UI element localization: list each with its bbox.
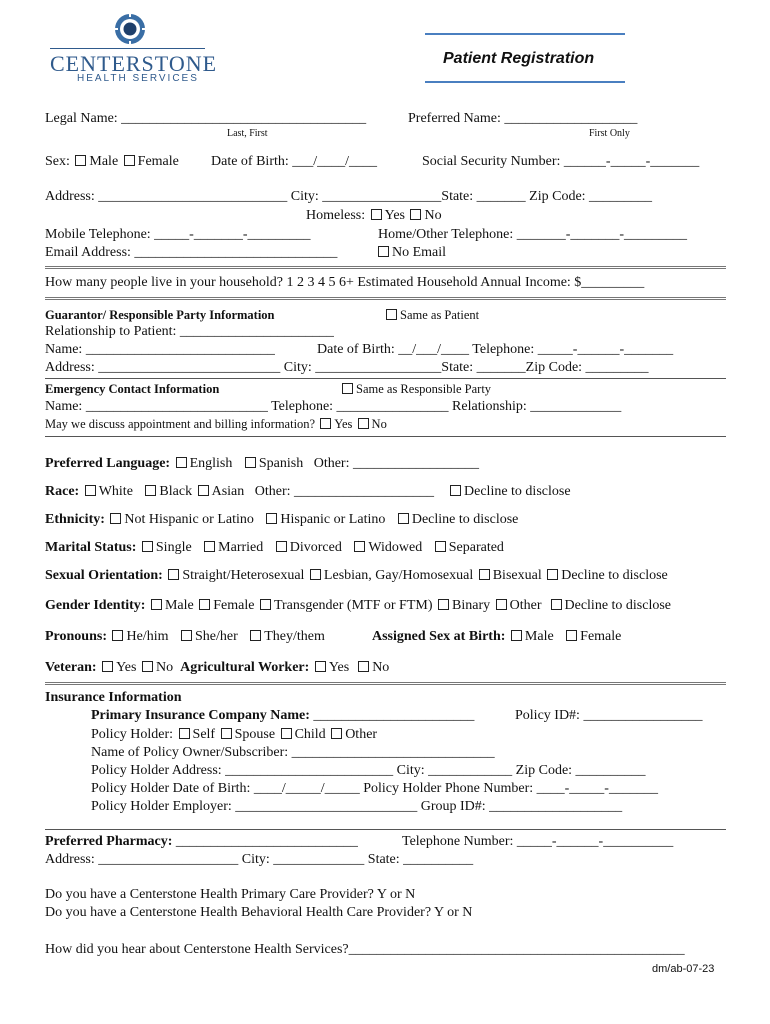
holder-address-field[interactable]: Policy Holder Address: ________________________ City: ____________ Zip Code: __________ <box>91 763 646 778</box>
binary-label: Binary <box>452 598 491 613</box>
no-label: No <box>372 660 390 675</box>
decline-label: Decline to disclose <box>564 598 672 613</box>
ethnicity-decline-checkbox[interactable] <box>398 513 409 524</box>
hispanic-label: Hispanic or Latino <box>280 512 386 527</box>
agri-yes-checkbox[interactable] <box>315 661 326 672</box>
relationship-field[interactable]: Relationship to Patient: ______________________ <box>45 324 334 339</box>
pharmacy-address-field[interactable]: Address: ____________________ City: _____________ State: __________ <box>45 852 474 867</box>
race-other-field[interactable]: Other: ____________________ <box>254 484 435 499</box>
behavioral-health-question[interactable]: Do you have a Centerstone Health Behavioral Health Care Provider? Y or N <box>45 905 473 920</box>
last-first-hint: Last, First <box>227 128 268 139</box>
agri-no-checkbox[interactable] <box>358 661 369 672</box>
agricultural-worker-label: Agricultural Worker: <box>180 660 310 675</box>
first-only-hint: First Only <box>589 128 630 139</box>
policy-holder-label: Policy Holder: <box>91 727 174 742</box>
spanish-label: Spanish <box>258 456 304 471</box>
single-checkbox[interactable] <box>142 541 153 552</box>
hear-about-question[interactable]: How did you hear about Centerstone Health Services?________________________________________________ <box>45 942 685 957</box>
yes-label: Yes <box>384 208 405 223</box>
gender-female-checkbox[interactable] <box>199 599 210 610</box>
policy-id-field[interactable]: Policy ID#: _________________ <box>515 708 703 723</box>
spanish-checkbox[interactable] <box>245 457 256 468</box>
yes-label: Yes <box>334 417 353 431</box>
logo-emblem-icon <box>113 12 147 46</box>
holder-dob-phone-field[interactable]: Policy Holder Date of Birth: ____/_____/_____ Policy Holder Phone Number: ____-_____-_______ <box>91 781 658 796</box>
primary-insurance-field[interactable]: _______________________ <box>313 708 475 723</box>
hispanic-checkbox[interactable] <box>266 513 277 524</box>
assigned-sex-label: Assigned Sex at Birth: <box>372 629 506 644</box>
veteran-yes-checkbox[interactable] <box>102 661 113 672</box>
female-label: Female <box>137 154 179 169</box>
male-checkbox[interactable] <box>75 155 86 166</box>
lesbian-gay-checkbox[interactable] <box>310 569 321 580</box>
assigned-male-checkbox[interactable] <box>511 630 522 641</box>
decline-label: Decline to disclose <box>464 484 571 499</box>
no-label: No <box>155 660 174 675</box>
race-label: Race: <box>45 484 80 499</box>
theythem-checkbox[interactable] <box>250 630 261 641</box>
language-other-field[interactable]: Other: __________________ <box>313 456 479 471</box>
no-email-label: No Email <box>392 245 447 260</box>
male-label: Male <box>524 629 554 644</box>
primary-care-question[interactable]: Do you have a Centerstone Health Primary Care Provider? Y or N <box>45 887 416 902</box>
gender-decline-checkbox[interactable] <box>551 599 562 610</box>
email-field[interactable]: Email Address: _____________________________ <box>45 245 338 260</box>
male-label: Male <box>89 154 119 169</box>
other-label: Other <box>345 727 378 742</box>
hehim-checkbox[interactable] <box>112 630 123 641</box>
guarantor-name-field[interactable]: Name: ___________________________ <box>45 342 275 357</box>
self-label: Self <box>192 727 216 742</box>
logo-subtitle: HEALTH SERVICES <box>77 73 199 84</box>
emergency-section-title: Emergency Contact Information <box>45 382 220 396</box>
english-checkbox[interactable] <box>176 457 187 468</box>
same-as-responsible-label: Same as Responsible Party <box>356 382 492 396</box>
female-label: Female <box>580 629 622 644</box>
black-label: Black <box>159 484 193 499</box>
other-label: Other <box>509 598 542 613</box>
discuss-no-checkbox[interactable] <box>358 418 369 429</box>
separated-label: Separated <box>448 540 504 555</box>
marital-status-label: Marital Status: <box>45 540 137 555</box>
sex-label: Sex: <box>45 154 70 169</box>
guarantor-address-field[interactable]: Address: __________________________ City: __________________State: _______Zip Code: _________ <box>45 360 649 375</box>
decline-label: Decline to disclose <box>411 512 519 527</box>
same-as-patient-label: Same as Patient <box>400 308 480 322</box>
married-checkbox[interactable] <box>204 541 215 552</box>
page-title: Patient Registration <box>443 50 595 67</box>
not-hispanic-label: Not Hispanic or Latino <box>124 512 254 527</box>
form-code: dm/ab-07-23 <box>652 963 715 975</box>
sheher-checkbox[interactable] <box>181 630 192 641</box>
female-label: Female <box>213 598 255 613</box>
preferred-language-label: Preferred Language: <box>45 456 171 471</box>
assigned-female-checkbox[interactable] <box>566 630 577 641</box>
transgender-checkbox[interactable] <box>260 599 271 610</box>
no-email-checkbox[interactable] <box>378 246 389 257</box>
dob-field[interactable]: Date of Birth: ___/____/____ <box>211 154 378 169</box>
transgender-label: Transgender (MTF or FTM) <box>273 598 433 613</box>
same-as-patient-checkbox[interactable] <box>386 309 397 320</box>
homeless-label: Homeless: <box>306 208 366 223</box>
white-label: White <box>98 484 133 499</box>
mobile-phone-field[interactable]: Mobile Telephone: _____-_______-_________ <box>45 227 311 242</box>
separated-checkbox[interactable] <box>435 541 446 552</box>
discuss-yes-checkbox[interactable] <box>320 418 331 429</box>
male-label: Male <box>164 598 194 613</box>
divorced-checkbox[interactable] <box>276 541 287 552</box>
orientation-decline-checkbox[interactable] <box>547 569 558 580</box>
gender-male-checkbox[interactable] <box>151 599 162 610</box>
decline-label: Decline to disclose <box>561 568 668 583</box>
guarantor-dob-phone-field[interactable]: Date of Birth: __/___/____ Telephone: _____-______-_______ <box>317 342 674 357</box>
household-question[interactable]: How many people live in your household? 1 2 3 4 5 6+ Estimated Household Annual Income: $_________ <box>45 275 645 290</box>
pharmacy-label: Preferred Pharmacy: <box>45 834 173 849</box>
child-checkbox[interactable] <box>281 728 292 739</box>
no-label: No <box>371 417 387 431</box>
not-hispanic-checkbox[interactable] <box>110 513 121 524</box>
gender-other-checkbox[interactable] <box>496 599 507 610</box>
legal-name-field[interactable]: Legal Name: ___________________________________ <box>45 111 367 126</box>
pharmacy-field[interactable]: __________________________ <box>175 834 358 849</box>
address-field[interactable]: Address: ___________________________ City: _________________State: _______ Zip Code: _________ <box>45 189 653 204</box>
binary-checkbox[interactable] <box>438 599 449 610</box>
pharmacy-phone-field[interactable]: Telephone Number: _____-______-__________ <box>402 834 674 849</box>
sheher-label: She/her <box>194 629 238 644</box>
homeless-no-checkbox[interactable] <box>410 209 421 220</box>
yes-label: Yes <box>328 660 350 675</box>
asian-label: Asian <box>211 484 245 499</box>
holder-employer-field[interactable]: Policy Holder Employer: __________________________ Group ID#: ___________________ <box>91 799 623 814</box>
veteran-label: Veteran: <box>45 660 97 675</box>
hehim-label: He/him <box>126 629 169 644</box>
ethnicity-label: Ethnicity: <box>45 512 105 527</box>
bisexual-label: Bisexual <box>492 568 542 583</box>
insurance-section-title: Insurance Information <box>45 690 182 705</box>
divorced-label: Divorced <box>289 540 342 555</box>
logo-name: CENTERSTONE <box>50 51 218 76</box>
straight-label: Straight/Heterosexual <box>182 568 305 583</box>
race-decline-checkbox[interactable] <box>450 485 461 496</box>
child-label: Child <box>294 727 326 742</box>
married-label: Married <box>218 540 264 555</box>
black-checkbox[interactable] <box>145 485 156 496</box>
spouse-checkbox[interactable] <box>221 728 232 739</box>
self-checkbox[interactable] <box>179 728 190 739</box>
lesbian-gay-label: Lesbian, Gay/Homosexual <box>323 568 474 583</box>
policy-owner-field[interactable]: Name of Policy Owner/Subscriber: _____________________________ <box>91 745 495 760</box>
sexual-orientation-label: Sexual Orientation: <box>45 568 163 583</box>
discuss-question: May we discuss appointment and billing information? <box>45 417 316 431</box>
spouse-label: Spouse <box>234 727 276 742</box>
homeless-yes-checkbox[interactable] <box>371 209 382 220</box>
primary-insurance-label: Primary Insurance Company Name: <box>91 708 310 723</box>
ssn-field[interactable]: Social Security Number: ______-_____-_______ <box>422 154 700 169</box>
preferred-name-field[interactable]: Preferred Name: ___________________ <box>408 111 638 126</box>
same-as-responsible-checkbox[interactable] <box>342 383 353 394</box>
yes-label: Yes <box>116 660 137 675</box>
english-label: English <box>189 456 233 471</box>
holder-other-checkbox[interactable] <box>331 728 342 739</box>
widowed-checkbox[interactable] <box>354 541 365 552</box>
widowed-label: Widowed <box>368 540 423 555</box>
guarantor-section-title: Guarantor/ Responsible Party Information <box>45 308 275 322</box>
veteran-no-checkbox[interactable] <box>142 661 153 672</box>
bisexual-checkbox[interactable] <box>479 569 490 580</box>
emergency-contact-field[interactable]: Name: __________________________ Telephone: ________________ Relationship: _____________ <box>45 399 622 414</box>
white-checkbox[interactable] <box>85 485 96 496</box>
gender-identity-label: Gender Identity: <box>45 598 146 613</box>
female-checkbox[interactable] <box>124 155 135 166</box>
asian-checkbox[interactable] <box>198 485 209 496</box>
home-phone-field[interactable]: Home/Other Telephone: _______-_______-_________ <box>378 227 688 242</box>
straight-checkbox[interactable] <box>168 569 179 580</box>
single-label: Single <box>155 540 192 555</box>
pronouns-label: Pronouns: <box>45 629 107 644</box>
theythem-label: They/them <box>264 629 325 644</box>
no-label: No <box>424 208 442 223</box>
